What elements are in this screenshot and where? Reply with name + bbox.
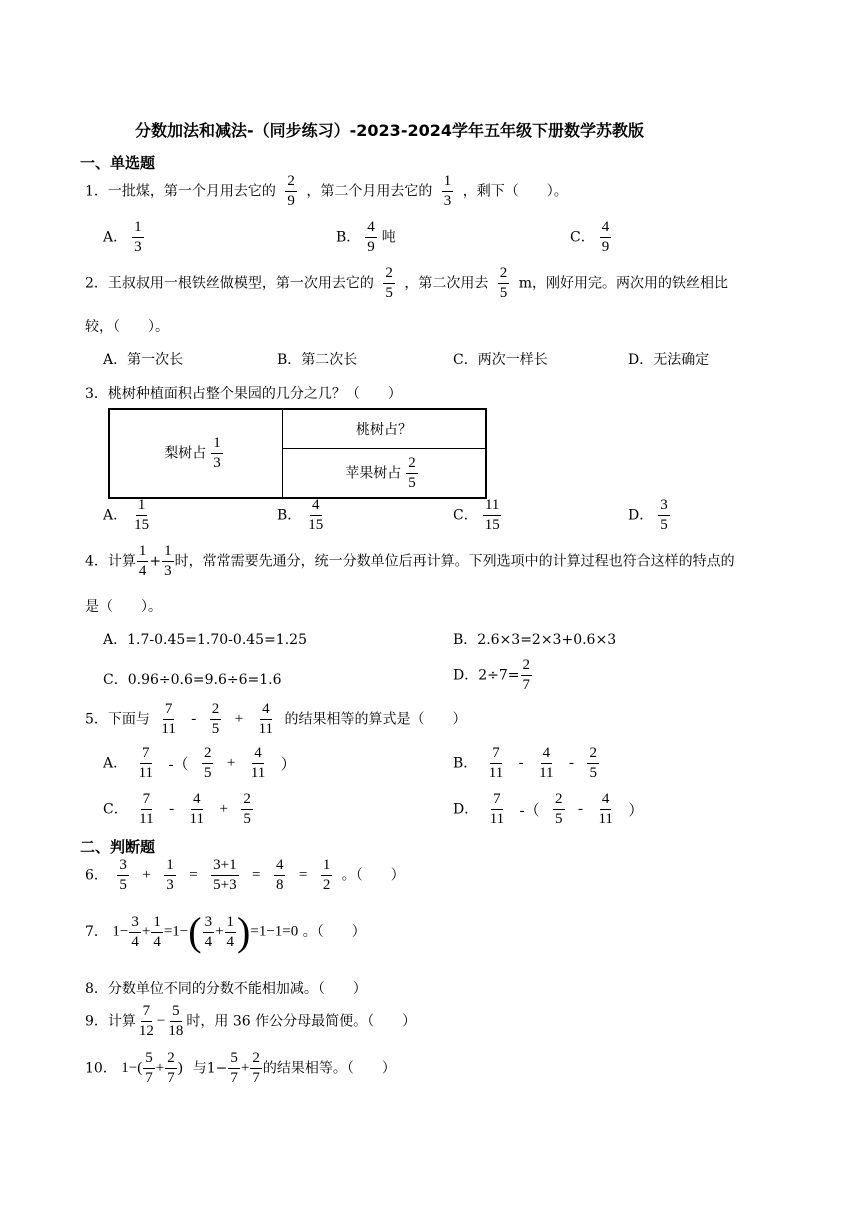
- q1-option-a[interactable]: A． $\frac{1}{3}$: [103, 219, 142, 255]
- q1-option-c[interactable]: C． $\frac{4}{9}$: [570, 219, 610, 255]
- q4-option-b[interactable]: B．2.6×3=2×3+0.6×3: [453, 632, 617, 648]
- question-5: 5．下面与 $\frac{7}{11}$ - $\frac{2}{5}$ + $\frac{4}{11}$ 的结果相等的算式是（ ）: [85, 701, 467, 737]
- question-2-cont: 较，（ ）。: [85, 319, 169, 335]
- peach-cell: 桃树占？: [283, 409, 487, 449]
- section-heading-single-choice: 一、单选题: [80, 154, 156, 172]
- q4-option-a[interactable]: A．1.7-0.45=1.70-0.45=1.25: [103, 632, 307, 648]
- q4-option-d[interactable]: D．2÷7= $\frac{2}{7}$: [453, 657, 530, 693]
- fraction: $\frac{1}{3}$: [443, 173, 452, 209]
- q5-option-a[interactable]: A． $\frac{7}{11}$ -（ $\frac{2}{5}$ + $\frac{4}{11}$ ）: [103, 745, 296, 781]
- page-title: 分数加法和减法-（同步练习）-2023-2024学年五年级下册数学苏教版: [135, 121, 644, 140]
- q2-option-b[interactable]: B．第二次长: [277, 352, 358, 368]
- orchard-area-table: [108, 408, 487, 499]
- section-heading-true-false: 二、判断题: [80, 838, 156, 856]
- q3-option-b[interactable]: B． $\frac{4}{15}$: [277, 497, 324, 533]
- q3-option-d[interactable]: D． $\frac{3}{5}$: [628, 497, 668, 533]
- question-4: 4．计算 $\frac{1}{4}$ + $\frac{1}{3}$ 时，常常需要先通分，统一分数单位后再计算。下列选项中的计算过程也符合这样的特点的: [85, 543, 735, 579]
- q5-option-c[interactable]: C． $\frac{7}{11}$ - $\frac{4}{11}$ + $\frac{2}{5}$: [103, 791, 251, 827]
- q1-option-b[interactable]: B． $\frac{4}{9}$ 吨: [336, 219, 396, 255]
- question-9: 9．计算 $\frac{7}{12}$ − $\frac{5}{18}$ 时，用 36 作公分母最简便。（ ）: [85, 1003, 417, 1039]
- pear-cell: 梨树占 $\frac{1}{3}$: [109, 409, 283, 498]
- q5-option-b[interactable]: B． $\frac{7}{11}$ - $\frac{4}{11}$ - $\frac{2}{5}$: [453, 745, 597, 781]
- q3-option-a[interactable]: A． $\frac{1}{15}$: [103, 497, 150, 533]
- question-6: 6． $\frac{3}{5}$ + $\frac{1}{3}$ = $\frac{3+1}{5+3}$ = $\frac{4}{8}$ = $\frac{1}{2}$ 。（ ）: [85, 857, 405, 893]
- question-10: 10． 1−( $\frac{5}{7}$ + $\frac{2}{7}$ ) 与1− $\frac{5}{7}$ + $\frac{2}{7}$ 的结果相等。（ ）: [85, 1050, 396, 1086]
- question-4-cont: 是（ ）。: [85, 599, 162, 615]
- q2-option-d[interactable]: D．无法确定: [628, 352, 710, 368]
- question-1: 1．一批煤，第一个月用去它的 $\frac{2}{9}$ ，第二个月用去它的 $\frac{1}{3}$ ，剩下（ ）。: [85, 173, 568, 209]
- question-8: 8．分数单位不同的分数不能相加减。（ ）: [85, 981, 367, 997]
- question-2: 2．王叔叔用一根铁丝做模型，第一次用去它的 $\frac{2}{5}$ ，第二次用去 $\frac{2}{5}$ m，刚好用完。两次用的铁丝相比: [85, 265, 729, 301]
- fraction: $\frac{2}{5}$: [385, 265, 393, 301]
- q4-option-c[interactable]: C．0.96÷0.6=9.6÷6=1.6: [103, 672, 282, 688]
- apple-cell: 苹果树占 $\frac{2}{5}$: [283, 449, 487, 499]
- question-7: 7． 1− $\frac{3}{4}$ + $\frac{1}{4}$ =1−( $\frac{3}{4}$ + $\frac{1}{4}$ )=1−1=0 。（ ）: [85, 909, 366, 954]
- question-3: 3．桃树种植面积占整个果园的几分之几？（ ）: [85, 386, 402, 402]
- q2-option-c[interactable]: C．两次一样长: [453, 352, 548, 368]
- fraction: $\frac{2}{5}$: [499, 265, 508, 301]
- q3-option-c[interactable]: C． $\frac{11}{15}$: [453, 497, 500, 533]
- q2-option-a[interactable]: A．第一次长: [103, 352, 184, 368]
- q5-option-d[interactable]: D． $\frac{7}{11}$ -（ $\frac{2}{5}$ - $\frac{4}{11}$ ）: [453, 791, 644, 827]
- fraction: $\frac{2}{9}$: [287, 173, 295, 209]
